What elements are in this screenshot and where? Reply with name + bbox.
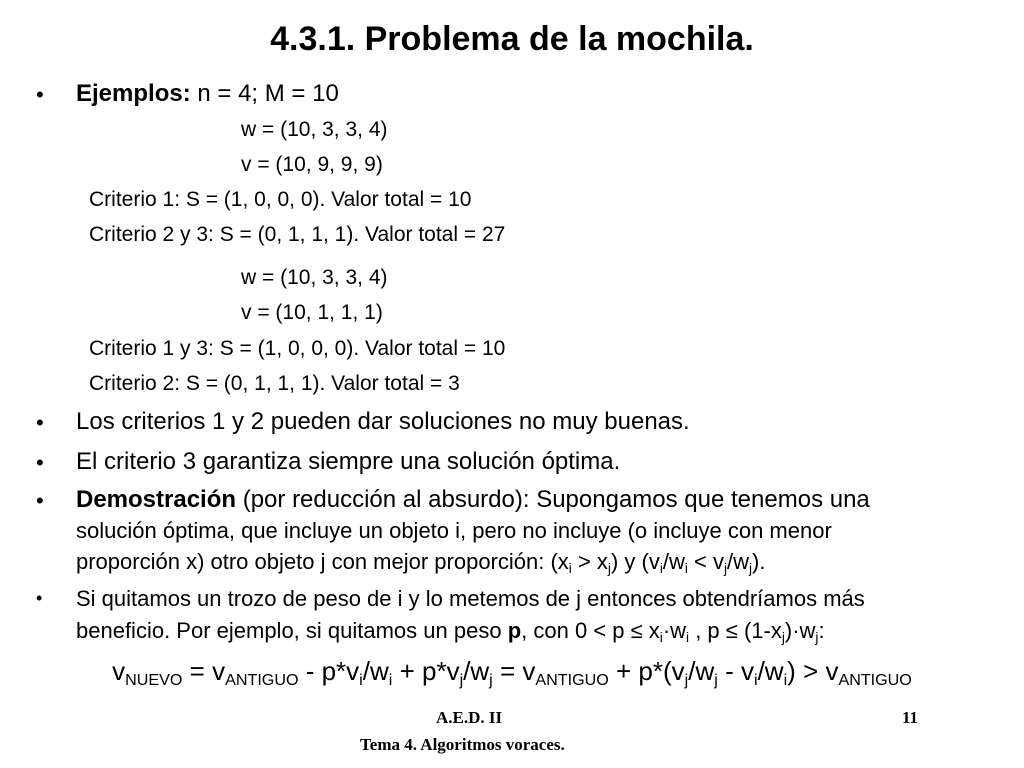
formula-part: /w <box>688 656 715 686</box>
subscript: i <box>753 670 758 689</box>
subscript: i <box>783 670 788 689</box>
demo-intro: (por reducción al absurdo): Supongamos que tenemos una <box>236 486 870 513</box>
demo-line-3 <box>76 549 765 575</box>
b5-text: : <box>818 618 825 643</box>
subscript: j <box>749 561 753 577</box>
footer-topic: Tema 4. Algoritmos voraces. <box>360 735 565 754</box>
formula-part: /w <box>757 656 784 686</box>
bullet-remove-line-1: Si quitamos un trozo de peso de i y lo metemos de j entonces obtendríamos más <box>76 586 865 611</box>
b5-text: ·w <box>662 618 687 643</box>
subscript: i <box>359 670 363 689</box>
formula-part: + p*v <box>392 656 460 686</box>
b5-text: , con 0 < p ≤ x <box>521 618 660 643</box>
formula-part: - p*v <box>298 656 360 686</box>
bullet-marker: • <box>36 410 44 435</box>
example-label: Ejemplos: <box>76 80 191 107</box>
formula-part: /w <box>362 656 389 686</box>
subscript: j <box>714 670 718 689</box>
footer-course: A.E.D. II <box>436 708 503 727</box>
b5-p: p <box>507 618 522 643</box>
demo-text: /w <box>727 549 749 574</box>
footer-page-number: 11 <box>902 708 919 727</box>
demo-text: > x <box>571 549 608 574</box>
subscript: NUEVO <box>125 670 183 689</box>
subscript: i <box>659 561 663 577</box>
formula-part: + p*(v <box>608 656 685 686</box>
example-params: n = 4; M = 10 <box>190 80 339 107</box>
subscript: j <box>489 670 493 689</box>
subscript: i <box>684 561 688 577</box>
formula <box>0 656 1024 687</box>
subscript: j <box>607 561 611 577</box>
bullet-marker: • <box>36 588 43 608</box>
set2-criterion-2: Criterio 2: S = (0, 1, 1, 1). Valor total = 3 <box>89 372 460 395</box>
demo-text: ) y (v <box>610 549 660 574</box>
slide-title: 4.3.1. Problema de la mochila. <box>270 20 754 58</box>
bullet-criterion-3: El criterio 3 garantiza siempre una solución óptima. <box>76 448 621 475</box>
subscript: i <box>659 630 663 646</box>
formula-part: = v <box>182 656 226 686</box>
formula-part: /w <box>463 656 490 686</box>
subscript: i <box>686 630 690 646</box>
subscript: j <box>723 561 727 577</box>
subscript: i <box>388 670 393 689</box>
set1-criterion-2-3: Criterio 2 y 3: S = (0, 1, 1, 1). Valor total = 27 <box>89 223 506 246</box>
demo-text: ). <box>752 549 766 574</box>
bullet-marker: • <box>36 488 44 513</box>
formula-part: = v <box>492 656 536 686</box>
demo-text: /w <box>662 549 685 574</box>
set1-criterion-1: Criterio 1: S = (1, 0, 0, 0). Valor total = 10 <box>89 188 472 211</box>
subscript: ANTIGUO <box>838 670 912 689</box>
set1-weights: w = (10, 3, 3, 4) <box>241 118 388 141</box>
demo-text: proporción x) otro objeto j con mejor proporción: (x <box>76 549 569 574</box>
bullet-marker: • <box>36 82 44 107</box>
demo-line-2: solución óptima, que incluye un objeto i, pero no incluye (o incluye con menor <box>76 518 832 543</box>
demo-line-1 <box>76 486 870 514</box>
subscript: i <box>568 561 572 577</box>
b5-text: , p ≤ (1-x <box>689 618 782 643</box>
subscript: j <box>781 630 785 646</box>
bullet-marker: • <box>36 450 44 475</box>
subscript: ANTIGUO <box>225 670 299 689</box>
b5-text: beneficio. Por ejemplo, si quitamos un peso <box>76 618 508 643</box>
subscript: j <box>815 630 819 646</box>
demo-text: < v <box>687 549 724 574</box>
demo-label: Demostración <box>76 486 237 513</box>
bullet-criteria-1-2: Los criterios 1 y 2 pueden dar soluciones no muy buenas. <box>76 408 690 435</box>
set2-values: v = (10, 1, 1, 1) <box>241 301 383 324</box>
bullet-remove-line-2 <box>76 618 825 644</box>
set2-weights: w = (10, 3, 3, 4) <box>241 266 388 289</box>
example-heading <box>76 80 339 108</box>
subscript: j <box>684 670 689 689</box>
formula-part: - v <box>717 656 754 686</box>
formula-part: v <box>112 656 126 686</box>
b5-text: )·w <box>784 618 816 643</box>
set2-criterion-1-3: Criterio 1 y 3: S = (1, 0, 0, 0). Valor total = 10 <box>89 337 506 360</box>
set1-values: v = (10, 9, 9, 9) <box>241 153 383 176</box>
subscript: ANTIGUO <box>535 670 609 689</box>
subscript: j <box>459 670 464 689</box>
formula-part: ) > v <box>787 656 839 686</box>
